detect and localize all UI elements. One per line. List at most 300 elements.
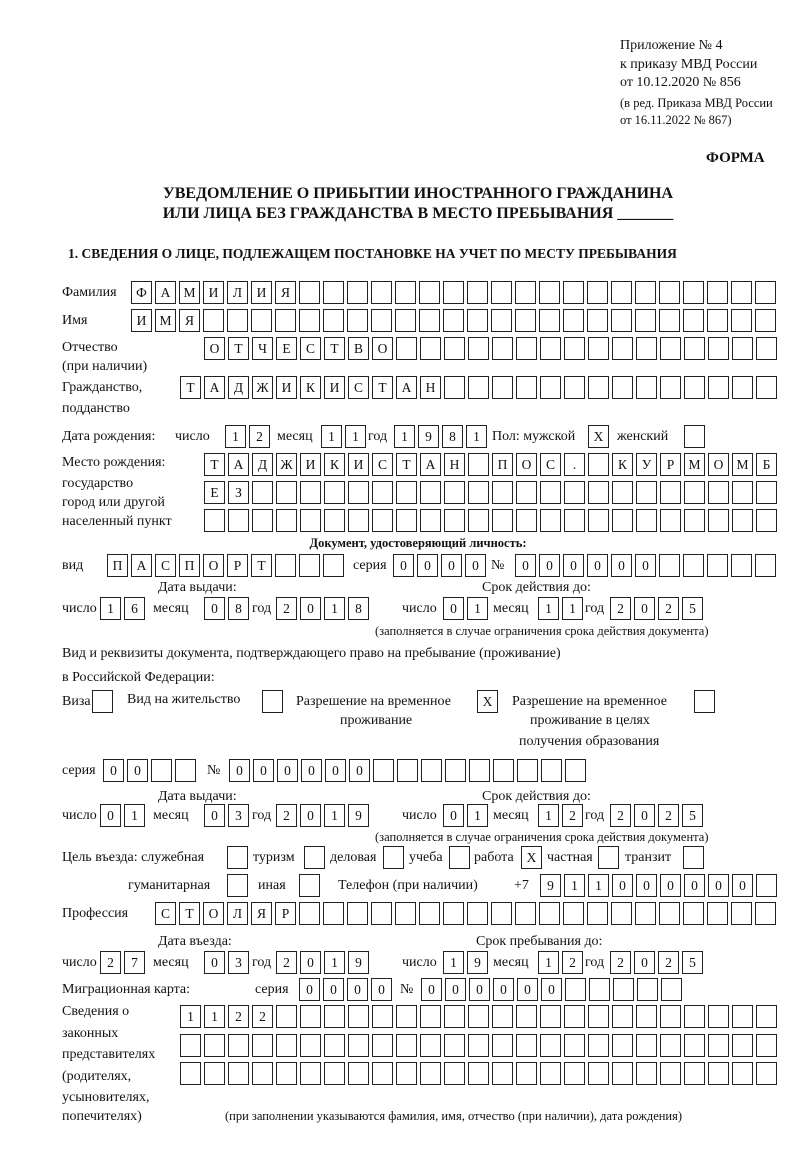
birth-year-boxes[interactable] [394, 425, 487, 448]
char-box[interactable] [660, 1034, 681, 1057]
char-box[interactable] [304, 846, 325, 869]
char-box[interactable]: 3 [228, 951, 249, 974]
char-box[interactable] [420, 1034, 441, 1057]
char-box[interactable]: 1 [100, 597, 121, 620]
char-box[interactable]: 0 [421, 978, 442, 1001]
char-box[interactable]: 9 [418, 425, 439, 448]
char-box[interactable] [659, 281, 680, 304]
char-box[interactable]: 2 [228, 1005, 249, 1028]
char-box[interactable] [396, 1062, 417, 1085]
char-box[interactable] [659, 554, 680, 577]
char-box[interactable]: 0 [371, 978, 392, 1001]
char-box[interactable]: 0 [515, 554, 536, 577]
char-box[interactable]: А [396, 376, 417, 399]
char-box[interactable]: Т [324, 337, 345, 360]
char-box[interactable]: Т [396, 453, 417, 476]
char-box[interactable]: Б [756, 453, 777, 476]
valid-year-boxes[interactable] [610, 597, 703, 620]
char-box[interactable]: 1 [588, 874, 609, 897]
char-box[interactable]: Я [251, 902, 272, 925]
char-box[interactable] [275, 309, 296, 332]
char-box[interactable] [565, 759, 586, 782]
stay-number-boxes[interactable] [229, 759, 586, 782]
char-box[interactable] [731, 554, 752, 577]
char-box[interactable]: П [492, 453, 513, 476]
char-box[interactable] [683, 902, 704, 925]
char-box[interactable] [755, 902, 776, 925]
char-box[interactable] [228, 509, 249, 532]
char-box[interactable]: 0 [323, 978, 344, 1001]
char-box[interactable]: 9 [348, 951, 369, 974]
char-box[interactable]: А [228, 453, 249, 476]
char-box[interactable] [468, 337, 489, 360]
char-box[interactable] [540, 337, 561, 360]
char-box[interactable]: 0 [634, 951, 655, 974]
char-box[interactable] [684, 376, 705, 399]
char-box[interactable]: М [732, 453, 753, 476]
char-box[interactable]: 1 [180, 1005, 201, 1028]
char-box[interactable] [276, 481, 297, 504]
char-box[interactable] [587, 902, 608, 925]
char-box[interactable]: 0 [204, 804, 225, 827]
char-box[interactable]: 2 [100, 951, 121, 974]
char-box[interactable] [444, 1005, 465, 1028]
char-box[interactable]: 0 [612, 874, 633, 897]
char-box[interactable]: 5 [682, 804, 703, 827]
representatives-boxes[interactable] [180, 1034, 777, 1057]
char-box[interactable] [420, 1062, 441, 1085]
char-box[interactable] [372, 481, 393, 504]
char-box[interactable]: 0 [103, 759, 124, 782]
char-box[interactable]: 8 [228, 597, 249, 620]
char-box[interactable]: Н [444, 453, 465, 476]
char-box[interactable] [683, 554, 704, 577]
char-box[interactable]: 1 [466, 425, 487, 448]
char-box[interactable] [708, 1062, 729, 1085]
char-box[interactable] [636, 337, 657, 360]
char-box[interactable]: К [300, 376, 321, 399]
char-box[interactable] [612, 337, 633, 360]
char-box[interactable]: 2 [610, 597, 631, 620]
temp-residence-checkbox[interactable] [477, 690, 498, 713]
char-box[interactable] [755, 554, 776, 577]
char-box[interactable]: X [588, 425, 609, 448]
char-box[interactable] [468, 1034, 489, 1057]
char-box[interactable]: 1 [321, 425, 342, 448]
char-box[interactable] [516, 376, 537, 399]
char-box[interactable] [540, 1005, 561, 1028]
char-box[interactable]: 0 [229, 759, 250, 782]
char-box[interactable] [348, 1034, 369, 1057]
char-box[interactable]: 0 [541, 978, 562, 1001]
purpose-private-checkbox[interactable] [598, 846, 619, 869]
char-box[interactable] [372, 1005, 393, 1028]
char-box[interactable]: И [300, 453, 321, 476]
char-box[interactable]: 0 [393, 554, 414, 577]
char-box[interactable] [228, 1034, 249, 1057]
char-box[interactable] [300, 481, 321, 504]
temp-residence-edu-checkbox[interactable] [694, 690, 715, 713]
char-box[interactable] [598, 846, 619, 869]
char-box[interactable]: 6 [124, 597, 145, 620]
char-box[interactable] [515, 281, 536, 304]
char-box[interactable]: 1 [538, 597, 559, 620]
valid-month-boxes[interactable] [538, 804, 583, 827]
char-box[interactable]: 1 [564, 874, 585, 897]
char-box[interactable] [468, 1005, 489, 1028]
char-box[interactable] [175, 759, 196, 782]
char-box[interactable] [564, 1005, 585, 1028]
char-box[interactable]: 0 [445, 978, 466, 1001]
char-box[interactable] [707, 309, 728, 332]
char-box[interactable] [708, 376, 729, 399]
char-box[interactable]: 1 [394, 425, 415, 448]
char-box[interactable]: А [155, 281, 176, 304]
char-box[interactable] [684, 1005, 705, 1028]
char-box[interactable]: И [324, 376, 345, 399]
char-box[interactable] [588, 1005, 609, 1028]
valid-month-boxes[interactable] [538, 597, 583, 620]
char-box[interactable]: 0 [684, 874, 705, 897]
id-kind-boxes[interactable] [107, 554, 344, 577]
char-box[interactable]: Л [227, 902, 248, 925]
char-box[interactable] [300, 1005, 321, 1028]
patronymic-boxes[interactable] [204, 337, 777, 360]
char-box[interactable] [636, 376, 657, 399]
char-box[interactable] [421, 759, 442, 782]
char-box[interactable]: К [612, 453, 633, 476]
purpose-tourism-checkbox[interactable] [304, 846, 325, 869]
char-box[interactable] [252, 1034, 273, 1057]
char-box[interactable] [684, 481, 705, 504]
char-box[interactable] [251, 309, 272, 332]
char-box[interactable]: С [300, 337, 321, 360]
valid-day-boxes[interactable] [443, 804, 488, 827]
char-box[interactable]: 2 [252, 1005, 273, 1028]
char-box[interactable] [756, 481, 777, 504]
char-box[interactable]: Л [227, 281, 248, 304]
char-box[interactable] [707, 554, 728, 577]
char-box[interactable] [323, 902, 344, 925]
char-box[interactable]: 0 [636, 874, 657, 897]
char-box[interactable] [396, 481, 417, 504]
char-box[interactable]: Т [180, 376, 201, 399]
purpose-work-checkbox[interactable] [521, 846, 542, 869]
char-box[interactable] [323, 281, 344, 304]
representatives-boxes[interactable] [180, 1062, 777, 1085]
char-box[interactable]: 0 [100, 804, 121, 827]
valid-day-boxes[interactable] [443, 597, 488, 620]
char-box[interactable] [492, 1034, 513, 1057]
char-box[interactable] [468, 509, 489, 532]
char-box[interactable]: М [179, 281, 200, 304]
char-box[interactable] [252, 1062, 273, 1085]
residence-permit-checkbox[interactable] [262, 690, 283, 713]
char-box[interactable] [683, 846, 704, 869]
char-box[interactable]: 0 [204, 951, 225, 974]
char-box[interactable]: Д [228, 376, 249, 399]
char-box[interactable]: 1 [538, 804, 559, 827]
char-box[interactable] [635, 309, 656, 332]
char-box[interactable] [348, 1062, 369, 1085]
char-box[interactable]: 1 [225, 425, 246, 448]
char-box[interactable]: 0 [301, 759, 322, 782]
purpose-transit-checkbox[interactable] [683, 846, 704, 869]
char-box[interactable]: Д [252, 453, 273, 476]
issue-month-boxes[interactable] [204, 804, 249, 827]
char-box[interactable]: 1 [324, 951, 345, 974]
char-box[interactable] [660, 376, 681, 399]
birth-month-boxes[interactable] [321, 425, 366, 448]
char-box[interactable]: 0 [299, 978, 320, 1001]
char-box[interactable] [756, 1005, 777, 1028]
purpose-study-checkbox[interactable] [449, 846, 470, 869]
char-box[interactable] [516, 1062, 537, 1085]
char-box[interactable] [731, 902, 752, 925]
char-box[interactable] [540, 1062, 561, 1085]
char-box[interactable] [683, 281, 704, 304]
char-box[interactable] [371, 902, 392, 925]
char-box[interactable] [564, 481, 585, 504]
char-box[interactable]: 0 [204, 597, 225, 620]
char-box[interactable] [635, 281, 656, 304]
char-box[interactable] [371, 281, 392, 304]
char-box[interactable] [396, 1034, 417, 1057]
char-box[interactable]: 0 [253, 759, 274, 782]
char-box[interactable] [707, 281, 728, 304]
char-box[interactable] [180, 1034, 201, 1057]
char-box[interactable] [732, 1034, 753, 1057]
char-box[interactable] [708, 1034, 729, 1057]
char-box[interactable] [228, 1062, 249, 1085]
char-box[interactable] [612, 509, 633, 532]
char-box[interactable]: 2 [562, 951, 583, 974]
char-box[interactable]: Р [660, 453, 681, 476]
char-box[interactable]: Е [204, 481, 225, 504]
char-box[interactable] [324, 1005, 345, 1028]
char-box[interactable] [636, 1062, 657, 1085]
char-box[interactable]: О [708, 453, 729, 476]
entry-month-boxes[interactable] [204, 951, 249, 974]
char-box[interactable]: 1 [467, 804, 488, 827]
char-box[interactable] [612, 1005, 633, 1028]
char-box[interactable] [756, 874, 777, 897]
char-box[interactable] [204, 1062, 225, 1085]
issue-year-boxes[interactable] [276, 597, 369, 620]
char-box[interactable]: А [420, 453, 441, 476]
representatives-boxes[interactable] [180, 1005, 777, 1028]
char-box[interactable] [468, 1062, 489, 1085]
char-box[interactable]: 8 [442, 425, 463, 448]
char-box[interactable]: 1 [324, 804, 345, 827]
char-box[interactable]: 0 [634, 804, 655, 827]
char-box[interactable]: 0 [443, 804, 464, 827]
char-box[interactable] [323, 554, 344, 577]
char-box[interactable] [684, 509, 705, 532]
char-box[interactable]: 2 [276, 597, 297, 620]
char-box[interactable] [612, 376, 633, 399]
char-box[interactable]: 0 [611, 554, 632, 577]
id-number-boxes[interactable] [515, 554, 776, 577]
char-box[interactable]: Е [276, 337, 297, 360]
char-box[interactable] [683, 309, 704, 332]
char-box[interactable] [348, 509, 369, 532]
char-box[interactable] [419, 309, 440, 332]
char-box[interactable] [707, 902, 728, 925]
char-box[interactable] [299, 309, 320, 332]
char-box[interactable] [588, 453, 609, 476]
char-box[interactable] [612, 481, 633, 504]
char-box[interactable] [204, 1034, 225, 1057]
char-box[interactable] [444, 1062, 465, 1085]
char-box[interactable] [694, 690, 715, 713]
char-box[interactable] [444, 481, 465, 504]
char-box[interactable] [659, 902, 680, 925]
char-box[interactable]: 0 [635, 554, 656, 577]
char-box[interactable] [492, 1005, 513, 1028]
char-box[interactable]: 2 [610, 951, 631, 974]
char-box[interactable] [588, 337, 609, 360]
char-box[interactable] [467, 281, 488, 304]
char-box[interactable] [468, 376, 489, 399]
char-box[interactable] [299, 874, 320, 897]
char-box[interactable] [383, 846, 404, 869]
char-box[interactable]: 0 [587, 554, 608, 577]
char-box[interactable]: 9 [467, 951, 488, 974]
char-box[interactable]: Ж [276, 453, 297, 476]
char-box[interactable] [684, 1062, 705, 1085]
char-box[interactable]: Т [204, 453, 225, 476]
char-box[interactable] [708, 509, 729, 532]
purpose-business-checkbox[interactable] [383, 846, 404, 869]
phone-boxes[interactable] [540, 874, 777, 897]
char-box[interactable]: 2 [562, 804, 583, 827]
purpose-official-checkbox[interactable] [227, 846, 248, 869]
char-box[interactable]: М [684, 453, 705, 476]
char-box[interactable] [516, 1034, 537, 1057]
char-box[interactable] [708, 1005, 729, 1028]
char-box[interactable]: М [155, 309, 176, 332]
char-box[interactable]: 1 [324, 597, 345, 620]
char-box[interactable] [660, 481, 681, 504]
char-box[interactable] [516, 337, 537, 360]
char-box[interactable] [467, 902, 488, 925]
char-box[interactable] [227, 846, 248, 869]
char-box[interactable] [611, 281, 632, 304]
char-box[interactable]: Я [275, 281, 296, 304]
char-box[interactable]: 9 [540, 874, 561, 897]
char-box[interactable] [443, 309, 464, 332]
char-box[interactable] [420, 1005, 441, 1028]
migration-series-boxes[interactable] [299, 978, 392, 1001]
char-box[interactable]: 0 [300, 804, 321, 827]
char-box[interactable] [587, 281, 608, 304]
char-box[interactable] [300, 1062, 321, 1085]
char-box[interactable]: Ф [131, 281, 152, 304]
char-box[interactable] [324, 1034, 345, 1057]
char-box[interactable] [684, 425, 705, 448]
char-box[interactable] [564, 1062, 585, 1085]
char-box[interactable] [516, 509, 537, 532]
male-checkbox[interactable] [588, 425, 609, 448]
char-box[interactable] [660, 1005, 681, 1028]
char-box[interactable] [588, 1062, 609, 1085]
char-box[interactable] [732, 1005, 753, 1028]
char-box[interactable] [491, 902, 512, 925]
char-box[interactable] [395, 902, 416, 925]
char-box[interactable] [492, 337, 513, 360]
char-box[interactable]: 0 [634, 597, 655, 620]
char-box[interactable] [636, 1005, 657, 1028]
char-box[interactable] [564, 509, 585, 532]
char-box[interactable] [347, 309, 368, 332]
char-box[interactable] [515, 902, 536, 925]
char-box[interactable] [468, 453, 489, 476]
char-box[interactable] [396, 509, 417, 532]
char-box[interactable]: 0 [708, 874, 729, 897]
char-box[interactable]: Н [420, 376, 441, 399]
char-box[interactable]: С [155, 902, 176, 925]
char-box[interactable] [204, 509, 225, 532]
char-box[interactable] [636, 509, 657, 532]
char-box[interactable] [493, 759, 514, 782]
char-box[interactable]: 2 [249, 425, 270, 448]
char-box[interactable] [756, 1062, 777, 1085]
char-box[interactable] [324, 481, 345, 504]
char-box[interactable]: 0 [300, 597, 321, 620]
char-box[interactable]: 1 [345, 425, 366, 448]
char-box[interactable] [756, 376, 777, 399]
char-box[interactable] [587, 309, 608, 332]
char-box[interactable]: 3 [228, 804, 249, 827]
char-box[interactable] [588, 481, 609, 504]
char-box[interactable]: Я [179, 309, 200, 332]
char-box[interactable] [564, 1034, 585, 1057]
char-box[interactable] [731, 281, 752, 304]
char-box[interactable] [612, 1062, 633, 1085]
char-box[interactable]: И [203, 281, 224, 304]
char-box[interactable]: 0 [469, 978, 490, 1001]
char-box[interactable] [539, 281, 560, 304]
char-box[interactable] [564, 337, 585, 360]
migration-number-boxes[interactable] [421, 978, 682, 1001]
char-box[interactable]: 2 [276, 951, 297, 974]
char-box[interactable] [492, 481, 513, 504]
char-box[interactable] [732, 509, 753, 532]
char-box[interactable]: О [204, 337, 225, 360]
birth-place-boxes[interactable] [204, 453, 777, 476]
char-box[interactable] [419, 281, 440, 304]
char-box[interactable] [276, 1034, 297, 1057]
char-box[interactable] [756, 509, 777, 532]
char-box[interactable]: 0 [325, 759, 346, 782]
char-box[interactable]: О [203, 902, 224, 925]
char-box[interactable]: В [348, 337, 369, 360]
visa-checkbox[interactable] [92, 690, 113, 713]
char-box[interactable] [299, 902, 320, 925]
char-box[interactable] [732, 337, 753, 360]
char-box[interactable]: О [372, 337, 393, 360]
char-box[interactable] [565, 978, 586, 1001]
char-box[interactable]: Т [251, 554, 272, 577]
char-box[interactable] [540, 1034, 561, 1057]
char-box[interactable]: 2 [658, 951, 679, 974]
char-box[interactable]: Р [227, 554, 248, 577]
char-box[interactable] [468, 481, 489, 504]
char-box[interactable] [395, 309, 416, 332]
issue-day-boxes[interactable] [100, 804, 145, 827]
char-box[interactable] [276, 1062, 297, 1085]
